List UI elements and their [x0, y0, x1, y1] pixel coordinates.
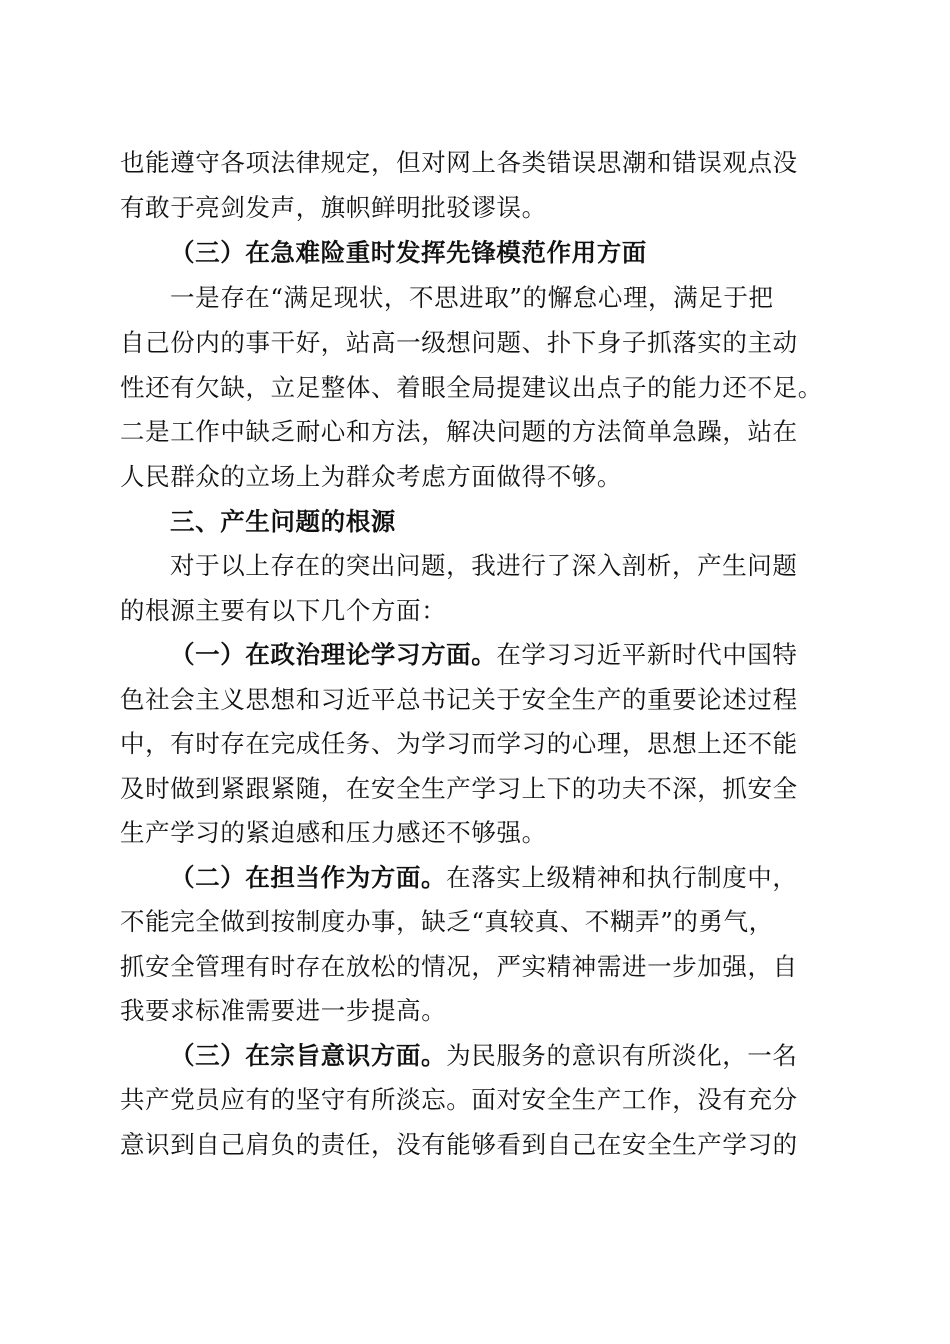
line-text: 为民服务的意识有所淡化，一名 [446, 1041, 798, 1070]
paragraph-line [0, 678, 950, 722]
line-text: 共产党员应有的坚守有所淡忘。面对安全生产工作，没有充分 [120, 1085, 798, 1114]
paragraph-line [0, 1078, 950, 1122]
paragraph-line [0, 366, 950, 410]
paragraph-line [0, 633, 950, 677]
line-text: 性还有欠缺，立足整体、着眼全局提建议出点子的能力还不足。 [120, 373, 823, 402]
paragraph-line [0, 276, 950, 320]
paragraph-line [0, 722, 950, 766]
subheading-three [0, 231, 950, 275]
lead-phrase: （三）在宗旨意识方面。 [170, 1041, 447, 1070]
paragraph-line [0, 544, 950, 588]
line-text: 一是存在“满足现状，不思进取”的懈怠心理，满足于把 [170, 283, 774, 312]
paragraph-line [0, 1123, 950, 1167]
line-text: 及时做到紧跟紧随，在安全生产学习上下的功夫不深，抓安全 [120, 774, 798, 803]
subheading-text: （三）在急难险重时发挥先锋模范作用方面 [170, 238, 647, 267]
line-text: 对于以上存在的突出问题，我进行了深入剖析，产生问题 [170, 551, 798, 580]
paragraph-line [0, 767, 950, 811]
line-text: 人民群众的立场上为群众考虑方面做得不够。 [120, 462, 622, 491]
lead-phrase: （二）在担当作为方面。 [170, 863, 447, 892]
paragraph-line [0, 989, 950, 1033]
line-text: 也能遵守各项法律规定，但对网上各类错误思潮和错误观点没 [120, 148, 798, 177]
line-text: 自己份内的事干好，站高一级想问题、扑下身子抓落实的主动 [120, 328, 798, 357]
line-text: 我要求标准需要进一步提高。 [120, 996, 447, 1025]
paragraph-line [0, 186, 950, 230]
line-text: 中，有时存在完成任务、为学习而学习的心理，思想上还不能 [120, 729, 798, 758]
paragraph-line [0, 811, 950, 855]
section-heading-text: 三、产生问题的根源 [170, 507, 396, 536]
line-text: 在学习习近平新时代中国特 [496, 640, 798, 669]
line-text: 色社会主义思想和习近平总书记关于安全生产的重要论述过程 [120, 685, 798, 714]
paragraph-line [0, 945, 950, 989]
section-heading [0, 500, 950, 544]
paragraph-line [0, 141, 950, 185]
line-text: 在落实上级精神和执行制度中， [446, 863, 798, 892]
paragraph-line [0, 589, 950, 633]
line-text: 生产学习的紧迫感和压力感还不够强。 [120, 818, 547, 847]
paragraph-line [0, 455, 950, 499]
paragraph-line [0, 321, 950, 365]
line-text: 意识到自己肩负的责任，没有能够看到自己在安全生产学习的 [120, 1130, 798, 1159]
paragraph-line [0, 856, 950, 900]
paragraph-line [0, 1034, 950, 1078]
paragraph-line [0, 900, 950, 944]
lead-phrase: （一）在政治理论学习方面。 [170, 640, 497, 669]
paragraph-line [0, 410, 950, 454]
line-text: 的根源主要有以下几个方面： [120, 596, 447, 625]
line-text: 抓安全管理有时存在放松的情况，严实精神需进一步加强，自 [120, 952, 798, 981]
line-text: 二是工作中缺乏耐心和方法，解决问题的方法简单急躁，站在 [120, 417, 798, 446]
line-text: 不能完全做到按制度办事，缺乏“真较真、不糊弄”的勇气， [120, 907, 774, 936]
line-text: 有敢于亮剑发声，旗帜鲜明批驳谬误。 [120, 193, 547, 222]
